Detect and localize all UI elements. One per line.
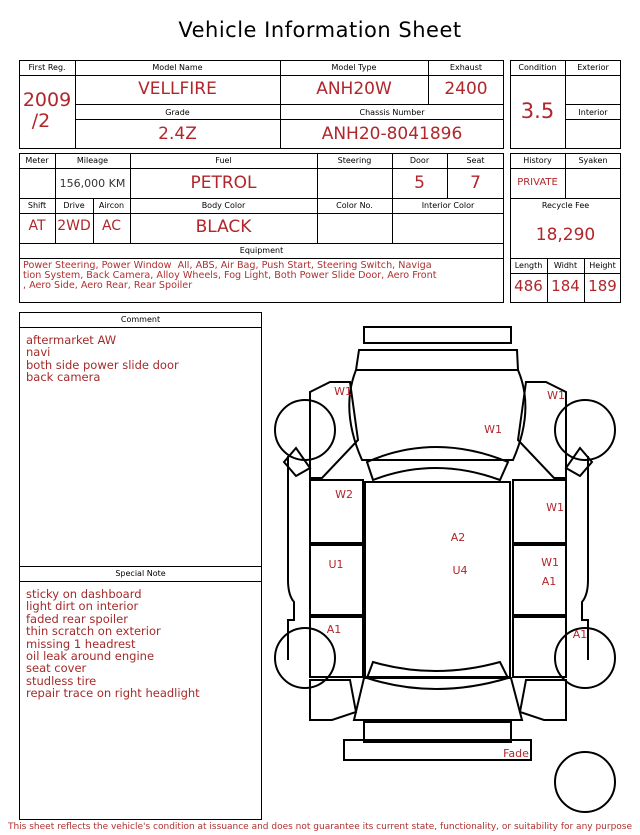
mileage-label: Mileage [76,156,109,165]
shift-value: AT [28,218,46,234]
steering-label: Steering [337,156,372,165]
special-note-item: missing 1 headrest [26,636,136,651]
first-reg-label: First Reg. [28,63,66,72]
grade-label: Grade [165,108,190,117]
special-note-item: studless tire [26,673,97,688]
recycle-fee-label: Recycle Fee [541,201,590,210]
history-value: PRIVATE [517,177,558,188]
fuel-label: Fuel [215,156,232,165]
grade-value: 2.4Z [158,124,197,144]
condition-label: Condition [518,63,557,72]
special-note-item: seat cover [26,661,87,676]
condition-score: 3.5 [520,99,555,123]
equipment-list [23,261,501,301]
comment-item: both side power slide door [26,357,179,372]
mileage-value: 156,000 KM [59,177,126,190]
body-color-value: BLACK [195,217,252,237]
disclaimer-footer: This sheet reflects the vehicle's condition at issuance and does not guarantee its current state, functionality, or suitability for any purpose [7,822,633,832]
first-reg-month: /2 [31,110,51,132]
interior-color-label: Interior Color [421,201,475,210]
model-name-value: VELLFIRE [138,79,217,99]
body-color-label: Body Color [201,201,246,210]
comment-item: back camera [26,370,101,385]
door-label: Door [409,156,430,165]
equipment-label: Equipment [239,246,284,255]
mark-w1-left-top: W1 [334,385,352,398]
door-value: 5 [414,173,425,193]
special-note-item: light dirt on interior [26,599,139,614]
seat-label: Seat [466,156,485,165]
comment-list [26,334,258,384]
chassis-number-label: Chassis Number [359,108,425,117]
interior-label: Interior [578,108,608,117]
exhaust-label: Exhaust [449,63,483,72]
model-type-value: ANH20W [316,79,392,99]
special-note-item: repair trace on right headlight [26,686,200,701]
drive-value: 2WD [57,218,91,234]
page-title: Vehicle Information Sheet [178,18,462,42]
height-value: 189 [588,277,617,295]
comment-item: navi [26,345,51,360]
mark-a2-center: A2 [450,531,466,544]
special-note-item: thin scratch on exterior [26,624,161,639]
chassis-number-value: ANH20-8041896 [321,124,463,144]
drive-label: Drive [63,201,85,210]
meter-label: Meter [25,156,49,165]
special-note-item: oil leak around engine [26,649,155,664]
mark-w1-roof: W1 [484,423,502,436]
recycle-fee-value: 18,290 [535,225,596,245]
special-note-item: faded rear spoiler [26,611,128,626]
color-no-label: Color No. [336,201,373,210]
mark-w1-right-top: W1 [547,389,565,402]
width-label: Widht [553,261,578,270]
mark-a1-right: A1 [572,628,588,641]
equipment-line: tion System, Back Camera, Alloy Wheels, Fog Light, Both Power Slide Door, Aero Front [23,270,437,282]
mark-u4-center: U4 [452,564,468,577]
aircon-value: AC [101,218,122,234]
history-label: History [523,156,552,165]
fuel-value: PETROL [190,173,257,193]
exhaust-value: 2400 [444,79,488,99]
equipment-line: Power Steering, Power Window All, ABS, Air Bag, Push Start, Steering Switch, Naviga [23,261,432,271]
length-label: Length [514,261,543,270]
mark-a1-right-rear-door: A1 [541,575,557,588]
mark-u1-left: U1 [328,558,344,571]
special-note-label: Special Note [115,569,166,578]
special-note-list [26,588,258,700]
equipment-line: , Aero Side, Aero Rear, Rear Spoiler [23,280,193,292]
syaken-label: Syaken [578,156,608,165]
length-value: 486 [514,277,543,295]
mark-w1-right-rear-door: W1 [541,556,559,569]
car-damage-diagram [270,320,630,820]
height-label: Height [589,261,616,270]
mark-w1-right-front-door: W1 [546,501,564,514]
model-name-label: Model Name [152,63,203,72]
shift-label: Shift [27,201,47,210]
mark-a1-left: A1 [326,623,342,636]
aircon-label: Aircon [98,201,125,210]
mark-fade-rear: Fade [503,747,529,760]
first-reg-year: 2009 [22,89,72,111]
mark-w2-left: W2 [335,488,353,501]
comment-item: aftermarket AW [26,333,117,347]
width-value: 184 [551,277,580,295]
special-note-item: sticky on dashboard [26,587,142,601]
model-type-label: Model Type [331,63,377,72]
seat-value: 7 [470,173,481,193]
exterior-label: Exterior [577,63,609,72]
comment-label: Comment [120,315,161,324]
